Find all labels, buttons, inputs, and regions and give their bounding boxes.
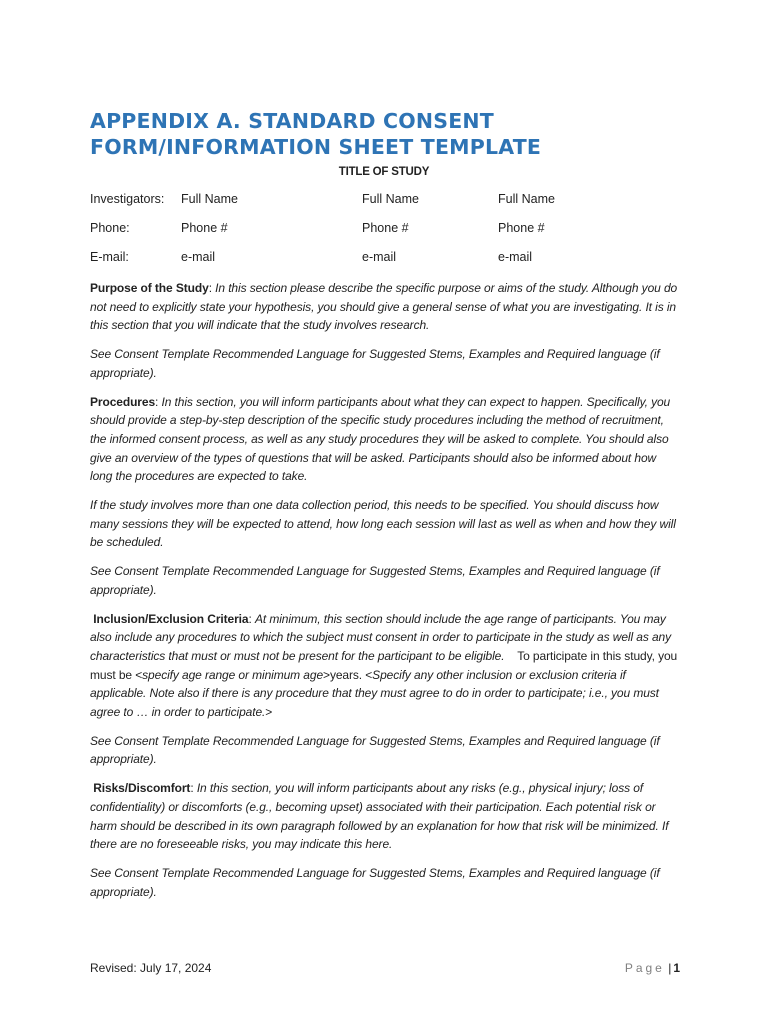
purpose-section: Purpose of the Study: In this section please describe the specific purpose or aims of the study. Although you do not need to explicitly state your hypothesis, you should give a general sense of what you are investigating. It is in this section that you will indicate that the study involves research. (90, 281, 678, 333)
page-title-line-1: APPENDIX A. STANDARD CONSENT (90, 109, 494, 133)
risks-heading: Risks/Discomfort (93, 781, 191, 796)
contact-value: Full Name (362, 192, 419, 206)
contact-value: Phone # (181, 221, 228, 235)
contact-row-email (90, 250, 678, 279)
page-separator: | (668, 961, 672, 975)
template-note: See Consent Template Recommended Language for Suggested Stems, Examples and Required language (if appropriate). (90, 347, 660, 380)
contact-value: e-mail (498, 250, 533, 264)
contact-label: Phone: (90, 221, 130, 235)
risks-section: Risks/Discomfort: In this section, you will inform participants about any risks (e.g., physical injury; loss of confidentiality) or discomforts (e.g., becoming upset) associated with their participation. Each potential risk or harm should be described in its own paragraph followed by an explanation for how that risk will be minimized. If there are no foreseeable risks, you may indicate this here. (90, 781, 669, 852)
study-title: TITLE OF STUDY (338, 166, 430, 178)
page-title-line-2: FORM/INFORMATION SHEET TEMPLATE (90, 135, 542, 159)
contact-value: e-mail (181, 250, 216, 264)
purpose-text: In this section please describe the specific purpose or aims of the study. Although you do not need to explicitly state your hypothesis, you should give a general sense of what you are investigating. It is in this section that you will indicate that the study involves research. (90, 281, 678, 333)
inclusion-text: At minimum, this section should include the age range of participants. You may also include any procedures to which the subject must consent in order to participate in the study as well as any characteristics that must or must not be present for the participant to be eligible. (90, 611, 672, 663)
inclusion-section: Inclusion/Exclusion Criteria: At minimum, this section should include the age range of participants. You may also include any procedures to which the subject must consent in order to participate in the study as well as any characteristics that must or must not be present for the participant to be eligible. To participate in this study, you must be <specify age range or minimum age>years. <Specify any other inclusion or exclusion criteria if applicable. Note also if there is any procedure that they must agree to do in order to participate; i.e., you must agree to … in order to participate.> (90, 611, 678, 720)
procedures-text-2: If the study involves more than one data collection period, this needs to be specified. You should discuss how many sessions they will be expected to attend, how long each session will last as well as when and how they will be scheduled. (90, 498, 676, 550)
inclusion-heading: Inclusion/Exclusion Criteria (93, 611, 249, 626)
risks-text: In this section, you will inform participants about any risks (e.g., physical injury; loss of confidentiality) or discomforts (e.g., becoming upset) associated with their participation. Each potential risk or harm should be described in its own paragraph followed by an explanation for how that risk will be minimized. If there are no foreseeable risks, you may indicate this here. (90, 781, 669, 852)
page-indicator (625, 961, 680, 975)
procedures-heading: Procedures (90, 394, 156, 409)
contact-value: e-mail (362, 250, 397, 264)
template-note: See Consent Template Recommended Language for Suggested Stems, Examples and Required language (if appropriate). (90, 564, 660, 597)
contact-label: E-mail: (90, 250, 129, 264)
contact-value: Phone # (362, 221, 409, 235)
contact-row-phone (90, 221, 678, 250)
revised-date: Revised: July 17, 2024 (90, 961, 212, 975)
inclusion-age-placeholder: specify age range or minimum age (142, 667, 324, 682)
procedures-section: Procedures: In this section, you will inform participants about what they can expect to happen. Specifically, you should provide a step-by-step description of the specific study procedures including the method of recruitment, the informed consent process, as well as any study procedures they will be asked to complete. You should also give an overview of the types of questions that will be asked. Participants should also be informed about how long the procedures are expected to take. (90, 394, 671, 484)
page-word: Page (624, 961, 665, 975)
contact-row-investigators (90, 192, 678, 221)
contact-table (90, 192, 678, 279)
contact-value: Full Name (181, 192, 238, 206)
inclusion-criteria-placeholder: Specify any other inclusion or exclusion criteria if applicable. Note also if there is any procedure that they must agree to do in order to participate; i.e., you must agree to … in order to participate. (90, 667, 659, 720)
inclusion-age-prefix: To participate in this study, you must be < (90, 648, 678, 682)
inclusion-age-suffix: >years. < (323, 667, 373, 682)
page-title (90, 108, 678, 160)
contact-label: Investigators: (90, 192, 165, 206)
purpose-heading: Purpose of the Study (90, 281, 209, 295)
template-note: See Consent Template Recommended Language for Suggested Stems, Examples and Required language (if appropriate). (90, 733, 660, 767)
procedures-text: In this section, you will inform participants about what they can expect to happen. Specifically, you should provide a step-by-step description of the specific study procedures including the method of recruitment, the informed consent process, as well as any study procedures they will be asked to complete. You should also give an overview of the types of questions that will be asked. Participants should also be informed about how long the procedures are expected to take. (90, 394, 671, 484)
page-number: 1 (673, 961, 680, 975)
contact-value: Full Name (498, 192, 555, 206)
template-note: See Consent Template Recommended Language for Suggested Stems, Examples and Required language (if appropriate). (90, 865, 660, 899)
inclusion-close-bracket: > (265, 705, 273, 720)
document-body (90, 108, 678, 911)
contact-value: Phone # (498, 221, 545, 235)
